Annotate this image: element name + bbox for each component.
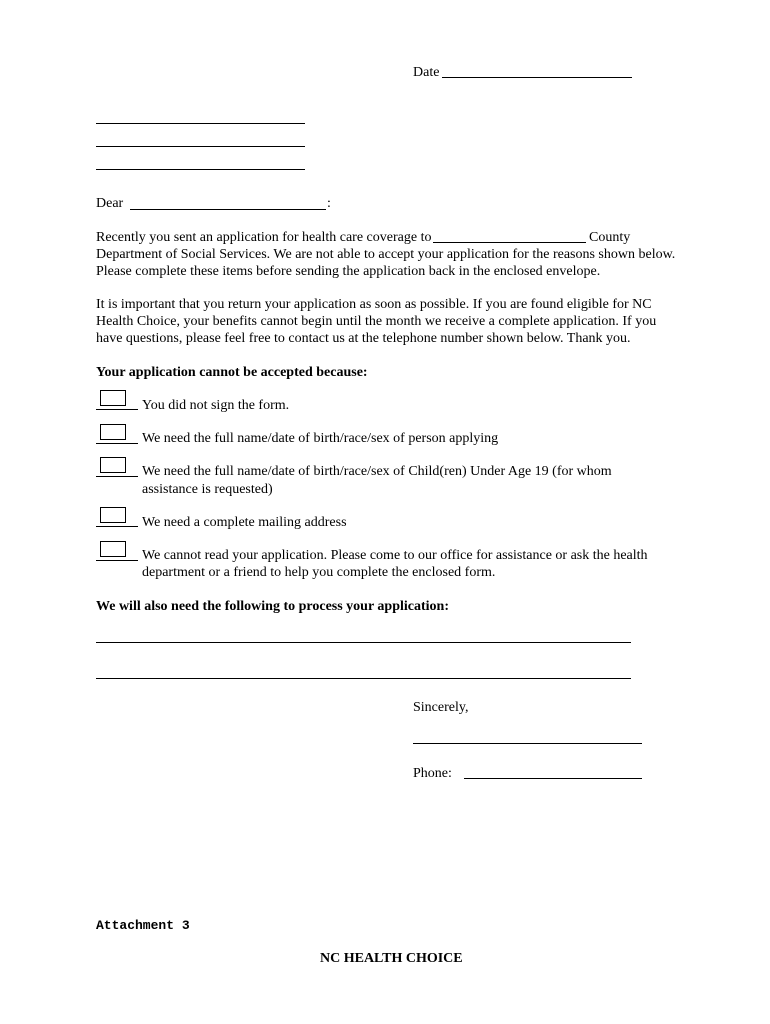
paragraph1-line1-start: Recently you sent an application for health care coverage to [96, 230, 432, 245]
reason-text-2: We need the full name/date of birth/race/sex of person applying [142, 431, 499, 446]
date-field[interactable] [442, 77, 632, 78]
county-field[interactable] [433, 242, 586, 243]
recipient-name-field[interactable] [130, 209, 326, 210]
reason-text-5-line1: We cannot read your application. Please come to our office for assistance or ask the health [142, 548, 648, 563]
paragraph1-line2: Department of Social Services. We are not able to accept your application for the reasons shown below. [96, 247, 676, 262]
reason-checkbox-line-5 [96, 560, 138, 561]
reason-checkbox-line-1 [96, 409, 138, 410]
reason-text-3-line1: We need the full name/date of birth/race/sex of Child(ren) Under Age 19 (for whom [142, 464, 612, 479]
reason-checkbox-4[interactable] [100, 507, 126, 523]
reason-checkbox-line-3 [96, 476, 138, 477]
paragraph1-line3: Please complete these items before sending the application back in the enclosed envelope. [96, 264, 601, 279]
reason-checkbox-1[interactable] [100, 390, 126, 406]
additional-line-1[interactable] [96, 642, 631, 643]
reason-checkbox-2[interactable] [100, 424, 126, 440]
program-name: NC HEALTH CHOICE [320, 951, 463, 966]
address-line-2[interactable] [96, 146, 305, 147]
attachment-label: Attachment 3 [96, 918, 190, 933]
date-label: Date [413, 65, 440, 80]
reason-checkbox-5[interactable] [100, 541, 126, 557]
phone-label: Phone: [413, 766, 452, 781]
signature-line[interactable] [413, 743, 642, 744]
reason-checkbox-3[interactable] [100, 457, 126, 473]
reason-text-3-line2: assistance is requested) [142, 482, 273, 497]
address-line-1[interactable] [96, 123, 305, 124]
reason-text-5-line2: department or a friend to help you complete the enclosed form. [142, 565, 496, 580]
additional-line-2[interactable] [96, 678, 631, 679]
phone-field[interactable] [464, 778, 642, 779]
reason-checkbox-line-4 [96, 526, 138, 527]
address-line-3[interactable] [96, 169, 305, 170]
reason-text-1: You did not sign the form. [142, 398, 290, 413]
reasons-heading: Your application cannot be accepted because: [96, 365, 368, 380]
reason-checkbox-line-2 [96, 443, 138, 444]
sincerely-label: Sincerely, [413, 700, 469, 715]
paragraph1-line1-end: County [589, 230, 631, 245]
salutation-colon: : [327, 196, 331, 211]
paragraph2-line2: Health Choice, your benefits cannot begin until the month we receive a complete application. If you [96, 314, 657, 329]
paragraph2-line3: have questions, please feel free to contact us at the telephone number shown below. Thank you. [96, 331, 631, 346]
paragraph2-line1: It is important that you return your application as soon as possible. If you are found eligible for NC [96, 297, 652, 312]
reason-text-4: We need a complete mailing address [142, 515, 347, 530]
dear-label: Dear [96, 196, 124, 211]
paragraph2 [96, 296, 696, 347]
additional-heading: We will also need the following to process your application: [96, 599, 449, 614]
